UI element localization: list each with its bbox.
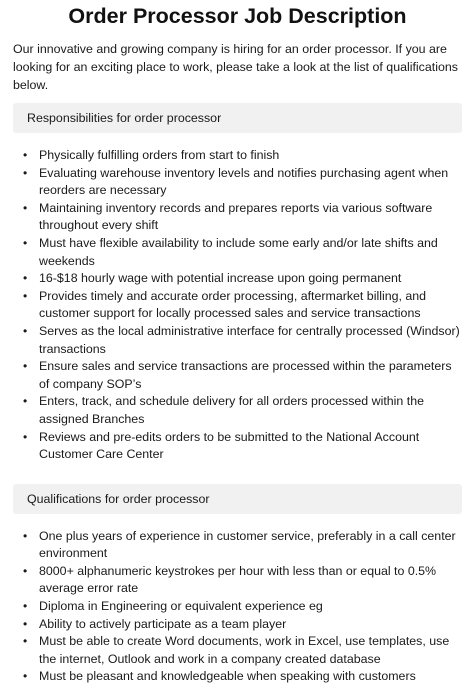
list-item — [23, 288, 462, 323]
intro-paragraph: Our innovative and growing company is hiring for an order processor. If you are looking for an exciting place to work, please take a look at the list of qualifications below. — [13, 42, 458, 92]
list-item — [23, 323, 462, 358]
qualifications-list — [13, 528, 462, 686]
bullet-icon: • — [23, 359, 28, 374]
bullet-icon: • — [23, 200, 28, 215]
list-item-text: 16-$18 hourly wage with potential increase upon going permanent — [39, 271, 402, 286]
list-item-text: Serves as the local administrative interface for centrally processed (Windsor) transactions — [39, 323, 460, 356]
bullet-icon: • — [23, 271, 28, 286]
list-item-text: Diploma in Engineering or equivalent experience eg — [39, 599, 323, 614]
bullet-icon: • — [23, 429, 28, 444]
bullet-icon: • — [23, 599, 28, 614]
list-item-text: Maintaining inventory records and prepares reports via various software throughout every shift — [39, 200, 433, 233]
list-item-text: Enters, track, and schedule delivery for all orders processed within the assigned Branches — [39, 394, 424, 426]
bullet-icon: • — [23, 148, 28, 162]
list-item — [23, 563, 462, 598]
bullet-icon: • — [23, 634, 28, 649]
list-item — [23, 165, 462, 200]
bullet-icon: • — [23, 323, 28, 338]
list-item — [23, 429, 462, 464]
bullet-icon: • — [23, 528, 28, 543]
bullet-icon: • — [23, 616, 28, 631]
bullet-icon: • — [23, 394, 28, 409]
list-item — [23, 668, 462, 686]
list-item-text: Evaluating warehouse inventory levels and notifies purchasing agent when reorders are necessary — [39, 165, 449, 198]
list-item — [23, 358, 462, 393]
list-item — [23, 393, 462, 428]
list-item-text: Ability to actively participate as a team player — [39, 616, 287, 631]
bullet-icon: • — [23, 235, 28, 250]
list-item — [23, 528, 462, 563]
responsibilities-list — [13, 147, 462, 464]
list-item-text: Provides timely and accurate order processing, aftermarket billing, and customer support for locally processed sales and service transactions — [39, 288, 427, 321]
list-item — [23, 200, 462, 235]
qualifications-heading: Qualifications for order processor — [13, 484, 462, 514]
list-item-text: Must have flexible availability to include some early and/or late shifts and weekends — [39, 235, 438, 268]
list-item-text: Reviews and pre-edits orders to be submitted to the National Account Customer Care Center — [39, 429, 420, 462]
list-item-text: Must be pleasant and knowledgeable when speaking with customers — [39, 669, 416, 684]
bullet-icon: • — [23, 669, 28, 684]
list-item — [23, 598, 462, 616]
list-item — [23, 633, 462, 668]
list-item — [23, 235, 462, 270]
list-item-text: Ensure sales and service transactions are processed within the parameters of company SOP’s — [39, 359, 452, 391]
responsibilities-heading: Responsibilities for order processor — [13, 103, 462, 133]
list-item-text: One plus years of experience in customer service, preferably in a call center environment — [39, 528, 456, 561]
list-item-text: 8000+ alphanumeric keystrokes per hour with less than or equal to 0.5% average error rate — [39, 563, 437, 596]
page-title: Order Processor Job Description — [68, 4, 407, 28]
bullet-icon: • — [23, 563, 28, 578]
list-item — [23, 616, 462, 634]
bullet-icon: • — [23, 165, 28, 180]
list-item — [23, 270, 462, 288]
bullet-icon: • — [23, 288, 28, 303]
list-item — [23, 147, 462, 165]
list-item-text: Must be able to create Word documents, work in Excel, use templates, use the internet, Outlook and work in a company created database — [39, 634, 450, 666]
list-item-text: Physically fulfilling orders from start to finish — [39, 148, 280, 162]
